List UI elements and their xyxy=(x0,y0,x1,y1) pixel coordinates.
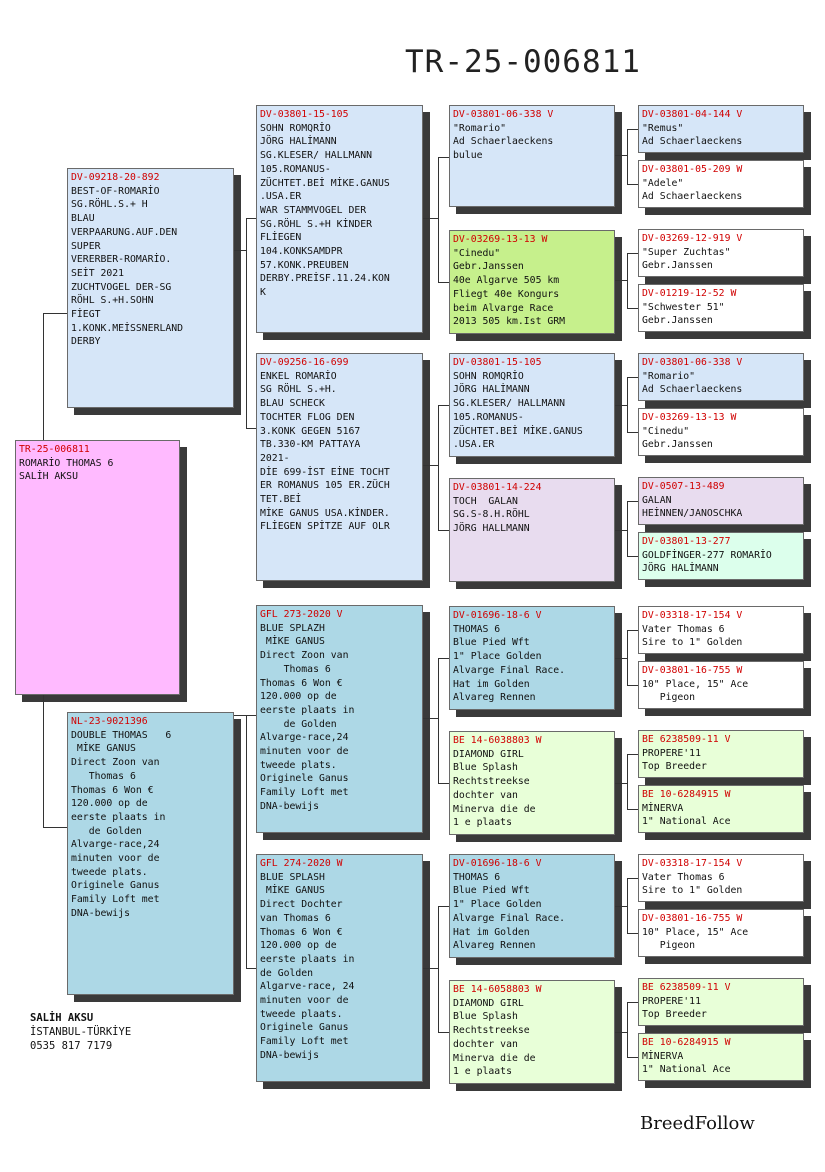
ring-number: DV-01696-18-6 V xyxy=(453,858,542,869)
ring-number: BE 14-6058803 W xyxy=(453,984,542,995)
bird-details: GOLDFİNGER-277 ROMARİO JÖRG HALİMANN xyxy=(642,549,772,575)
bird-details: THOMAS 6 Blue Pied Wft 1" Place Golden Alvarge Final Race. Hat im Golden Alvareg Rennen xyxy=(453,623,566,704)
brand-logo: BreedFollow xyxy=(640,1113,755,1134)
grandparent-card xyxy=(256,105,423,333)
bird-details: MİNERVA 1" National Ace xyxy=(642,802,731,828)
bird-details: BLUE SPLAZH MİKE GANUS Direct Zoon van Thomas 6 Thomas 6 Won € 120.000 op de eerste plaats in de Golden Alvarge-race,24 minuten voor de tweede plats. Originele Ganus Family Loft met DNA-bewijs xyxy=(260,622,355,812)
ancestor-card xyxy=(638,284,804,332)
ring-number: BE 6238509-11 V xyxy=(642,982,731,993)
grandparent-card xyxy=(256,353,423,581)
great-grandparent-card xyxy=(449,478,615,582)
bird-details: PROPERE'11 Top Breeder xyxy=(642,995,707,1021)
ring-number: DV-03801-06-338 V xyxy=(453,109,554,120)
ring-number: DV-03801-16-755 W xyxy=(642,913,743,924)
ring-number: DV-03318-17-154 V xyxy=(642,610,743,621)
bird-details: DIAMOND GIRL Blue Splash Rechtstreekse dochter van Minerva die de 1 e plaats xyxy=(453,748,536,829)
ring-number: DV-01219-12-52 W xyxy=(642,288,737,299)
ring-number: BE 6238509-11 V xyxy=(642,734,731,745)
bird-details: BEST-OF-ROMARİO SG.RÖHL.S.+ H BLAU VERPAARUNG.AUF.DEN SUPER VERERBER-ROMARİO. SEİT 2021 ZUCHTVOGEL DER-SG RÖHL S.+H.SOHN FİEGT 1.KONK.MEİSSNERLAND DERBY xyxy=(71,185,184,348)
owner-contact xyxy=(30,1011,131,1053)
bird-details: "Remus" Ad Schaerlaeckens xyxy=(642,122,743,148)
ring-number: BE 14-6038803 W xyxy=(453,735,542,746)
grandparent-card xyxy=(256,605,423,833)
subject-card xyxy=(15,440,180,695)
ring-number: DV-03801-13-277 xyxy=(642,536,731,547)
bird-details: "Romario" Ad Schaerlaeckens xyxy=(642,370,743,396)
grandparent-card xyxy=(256,854,423,1082)
bird-details: "Schwester 51" Gebr.Janssen xyxy=(642,301,725,327)
ring-number: DV-03801-04-144 V xyxy=(642,109,743,120)
bird-details: ENKEL ROMARİO SG RÖHL S.+H. BLAU SCHECK TOCHTER FLOG DEN 3.KONK GEGEN 5167 TB.330-KM PATTAYA 2021- DİE 699-İST EİNE TOCHT ER ROMANUS 105 ER.ZÜCH TET.BEİ MİKE GANUS USA.KİNDER. FLİEGEN SPİTZE AUF OLR xyxy=(260,370,390,533)
ancestor-card xyxy=(638,606,804,654)
bird-details: DIAMOND GIRL Blue Splash Rechtstreekse dochter van Minerva die de 1 e plaats xyxy=(453,997,536,1078)
ancestor-card xyxy=(638,229,804,277)
ring-number: DV-09218-20-892 xyxy=(71,172,160,183)
bird-details: BLUE SPLASH MİKE GANUS Direct Dochter van Thomas 6 Thomas 6 Won € 120.000 op de eerste plaats in de Golden Algarve-race, 24 minuten voor de tweede plaats. Originele Ganus Family Loft met DNA-bewijs xyxy=(260,871,355,1061)
bird-details: THOMAS 6 Blue Pied Wft 1" Place Golden Alvarge Final Race. Hat im Golden Alvareg Rennen xyxy=(453,871,566,952)
ring-number: DV-03801-05-209 W xyxy=(642,164,743,175)
bird-details: SOHN ROMQRİO JÖRG HALİMANN SG.KLESER/ HALLMANN 105.ROMANUS- ZÜCHTET.BEİ MİKE.GANUS .USA.ER WAR STAMMVOGEL DER SG.RÖHL S.+H KİNDER FLİEGEN 104.KONKSAMDPR 57.KONK.PREUBEN DERBY.PREİSF.11.24.KON K xyxy=(260,122,390,299)
bird-details: 10" Place, 15" Ace Pigeon xyxy=(642,926,749,952)
ancestor-card xyxy=(638,1033,804,1081)
ancestor-card xyxy=(638,105,804,153)
ancestor-card xyxy=(638,353,804,401)
ring-number: DV-03801-15-105 xyxy=(453,357,542,368)
ancestor-card xyxy=(638,730,804,778)
great-grandparent-card xyxy=(449,854,615,958)
ring-number: DV-03269-13-13 W xyxy=(642,412,737,423)
great-grandparent-card xyxy=(449,731,615,835)
great-grandparent-card xyxy=(449,230,615,334)
bird-details: Vater Thomas 6 Sire to 1" Golden xyxy=(642,871,743,897)
great-grandparent-card xyxy=(449,105,615,207)
ring-number: DV-03801-15-105 xyxy=(260,109,349,120)
great-grandparent-card xyxy=(449,606,615,710)
bird-details: PROPERE'11 Top Breeder xyxy=(642,747,707,773)
ring-number: DV-0507-13-489 xyxy=(642,481,725,492)
ancestor-card xyxy=(638,909,804,957)
bird-details: DOUBLE THOMAS 6 MİKE GANUS Direct Zoon van Thomas 6 Thomas 6 Won € 120.000 op de eerste plaats in de Golden Alvarge-race,24 minuten voor de tweede plats. Originele Ganus Family Loft met DNA-bewijs xyxy=(71,729,172,919)
ring-number: DV-03801-14-224 xyxy=(453,482,542,493)
bird-details: "Romario" Ad Schaerlaeckens bulue xyxy=(453,122,554,162)
great-grandparent-card xyxy=(449,980,615,1084)
ring-number: DV-09256-16-699 xyxy=(260,357,349,368)
pedigree-title: TR-25-006811 xyxy=(405,44,641,80)
ancestor-card xyxy=(638,408,804,456)
ring-number: DV-03801-06-338 V xyxy=(642,357,743,368)
bird-details: "Cinedu" Gebr.Janssen xyxy=(642,425,713,451)
ring-number: GFL 274-2020 W xyxy=(260,858,343,869)
bird-details: SOHN ROMQRİO JÖRG HALİMANN SG.KLESER/ HALLMANN 105.ROMANUS- ZÜCHTET.BEİ MİKE.GANUS .USA.ER xyxy=(453,370,583,451)
ring-number: NL-23-9021396 xyxy=(71,716,148,727)
ring-number: GFL 273-2020 V xyxy=(260,609,343,620)
owner-phone: 0535 817 7179 xyxy=(30,1040,113,1052)
ancestor-card xyxy=(638,477,804,525)
ring-number: DV-03269-13-13 W xyxy=(453,234,548,245)
ring-number: BE 10-6284915 W xyxy=(642,789,731,800)
bird-details: ROMARİO THOMAS 6 SALİH AKSU xyxy=(19,457,114,483)
ring-number: DV-01696-18-6 V xyxy=(453,610,542,621)
owner-city: İSTANBUL-TÜRKİYE xyxy=(30,1026,132,1038)
bird-details: GALAN HEİNNEN/JANOSCHKA xyxy=(642,494,743,520)
ring-number: DV-03801-16-755 W xyxy=(642,665,743,676)
ring-number: BE 10-6284915 W xyxy=(642,1037,731,1048)
bird-details: "Cinedu" Gebr.Janssen 40e Algarve 505 km Fliegt 40e Kongurs beim Alvarge Race 2013 505 km.Ist GRM xyxy=(453,247,566,328)
ancestor-card xyxy=(638,978,804,1026)
ancestor-card xyxy=(638,532,804,580)
ancestor-card xyxy=(638,854,804,902)
owner-name: SALİH AKSU xyxy=(30,1012,94,1024)
bird-details: "Adele" Ad Schaerlaeckens xyxy=(642,177,743,203)
bird-details: TOCH GALAN SG.S-8.H.RÖHL JÖRG HALLMANN xyxy=(453,495,530,535)
bird-details: "Super Zuchtas" Gebr.Janssen xyxy=(642,246,731,272)
ring-number: DV-03269-12-919 V xyxy=(642,233,743,244)
great-grandparent-card xyxy=(449,353,615,457)
ring-number: DV-03318-17-154 V xyxy=(642,858,743,869)
bird-details: MİNERVA 1" National Ace xyxy=(642,1050,731,1076)
dam-card xyxy=(67,712,234,995)
sire-card xyxy=(67,168,234,408)
bird-details: Vater Thomas 6 Sire to 1" Golden xyxy=(642,623,743,649)
ancestor-card xyxy=(638,661,804,709)
ring-number: TR-25-006811 xyxy=(19,444,90,455)
ancestor-card xyxy=(638,785,804,833)
bird-details: 10" Place, 15" Ace Pigeon xyxy=(642,678,749,704)
ancestor-card xyxy=(638,160,804,208)
